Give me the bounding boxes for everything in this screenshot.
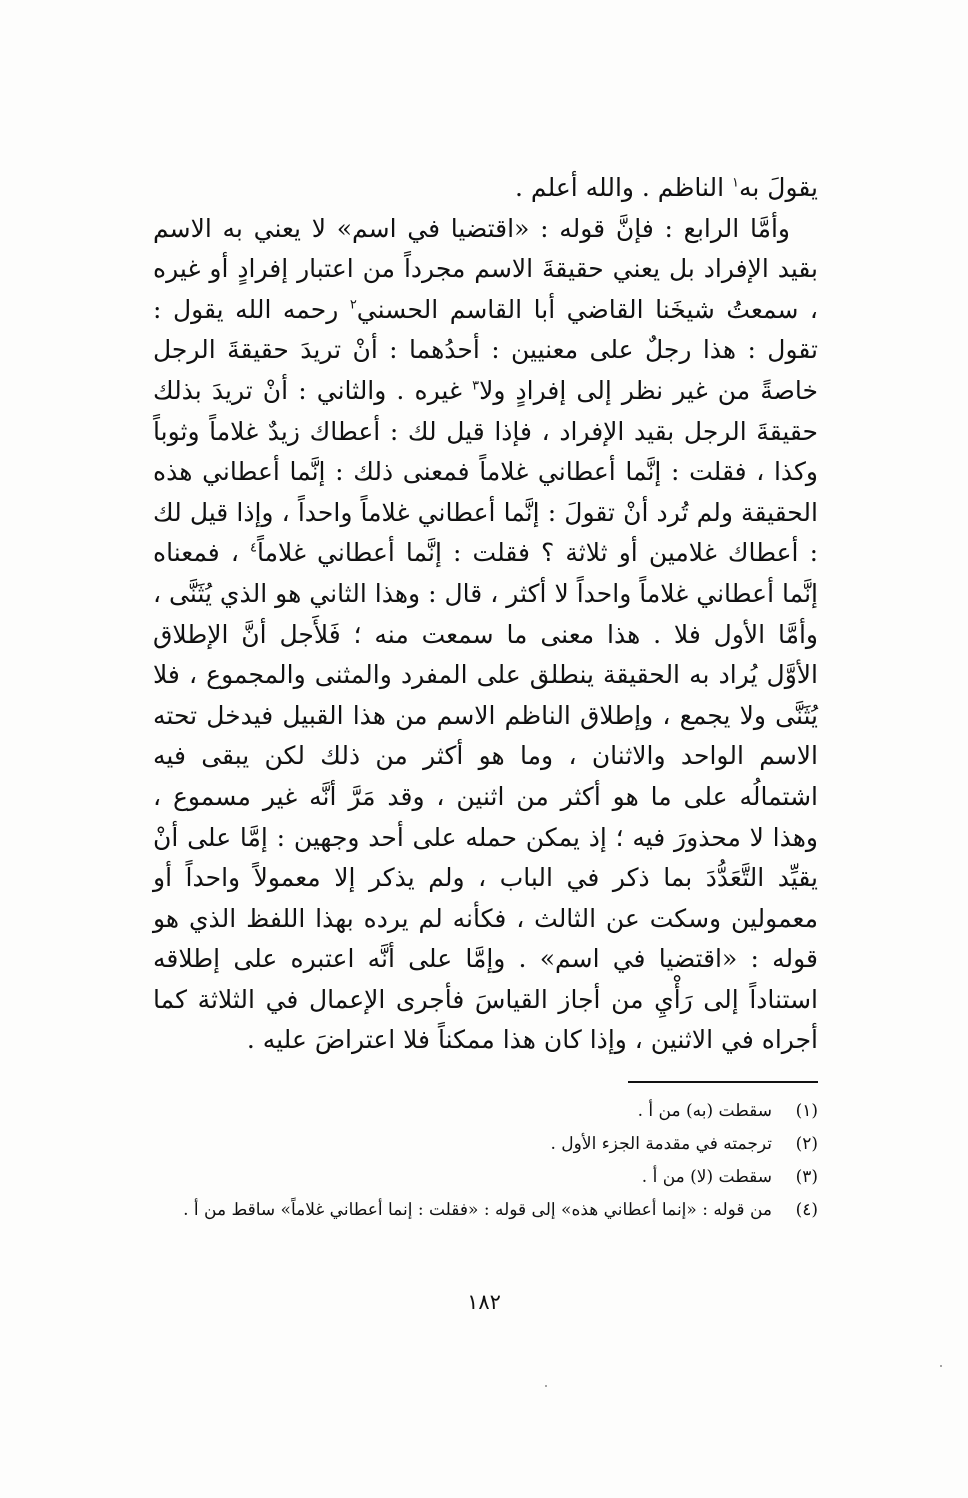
footnote-ref-1: ١ — [732, 175, 739, 191]
footnote-text: سقطت (لا) من أ . — [641, 1167, 772, 1187]
intro-line — [153, 168, 818, 209]
paragraph-text-4: ، فمعناه إنَّما أعطاني غلاماً واحداً لا أكثر ، قال : وهذا الثاني هو الذي يُثَنَّى ، وأمَّا الأول فلا . هذا معنى ما سمعت منه ؛ فَلأَجل أنَّ الإطلاق الأوَّل يُراد به الحقيقة ينطلق على المفرد والمثنى والمجموع ، فلا يُثَنَّى ولا يجمع ، وإطلاق الناظم الاسم من هذا القبيل فيدخل تحته الاسم الواحد والاثنان ، وما هو أكثر من ذلك لكن يبقى فيه اشتمالُه على ما هو أكثر من اثنين ، وقد مَرَّ أنَّه غير مسموع ، وهذا لا محذورَ فيه ؛ إذ يمكن حمله على أحد وجهين : إمَّا على أنْ يقيِّد التَّعَدُّدَ بما ذكر في الباب ، ولم يذكر إلا معمولاً واحداً أو معمولين وسكت عن الثالث ، فكأنه لم يرده بهذا اللفظ الذي هو قوله : «اقتضيا في اسم» . وإمَّا على أنَّه اعتبره على إطلاقه استناداً إلى رَأْيِ من أجاز القياسَ فأجرى الإعمال في الثلاثة كما أجراه في الاثنين ، وإذا كان هذا ممكناً فلا اعتراضَ عليه . — [153, 538, 818, 1055]
footnote-ref-2: ٢ — [349, 297, 357, 313]
footnote-text: ترجمته في مقدمة الجزء الأول . — [550, 1134, 772, 1154]
main-paragraph — [153, 209, 818, 1061]
footnote-text: سقطت (به) من أ . — [637, 1101, 772, 1121]
intro-text-end: الناظم . والله أعلم . — [515, 173, 733, 202]
footnote-ref-3: ٣ — [472, 378, 480, 394]
footnotes — [153, 1095, 818, 1227]
paragraph-text-2: رحمه الله يقول : تقول : هذا رجلٌ على معنيين : أحدُهما : أنْ تريدَ حقيقةَ الرجل خاصةً من غير نظر إلى إفرادٍ ولا — [153, 294, 818, 405]
paragraph-text-3: غيره . والثاني : أنْ تريدَ بذلك حقيقةَ الرجل بقيد الإفراد ، فإذا قيل لك : أعطاك زيدٌ غلاماً وثوباً وكذا ، فقلت : إنَّما أعطاني غلاماً فمعنى ذلك : إنَّما أعطاني هذه الحقيقة ولم تُرد أنْ تقولَ : إنَّما أعطاني غلاماً واحداً ، وإذا قيل لك : أعطاك غلامين أو ثلاثة ؟ فقلت : إنَّما أعطاني غلاماً — [153, 375, 818, 568]
footnote-number: (٤) — [795, 1200, 818, 1220]
scan-speck — [940, 1365, 942, 1367]
paragraph-text-1: وأمَّا الرابع : فإنَّ قوله : «اقتضيا في اسم» لا يعني به الاسم بقيد الإفراد بل يعني حقيقةَ الاسم مجرداً من اعتبار إفرادٍ أو غيره ، سمعتُ شيخَنا القاضي أبا القاسم الحسني — [153, 213, 818, 324]
footnote-divider — [628, 1081, 818, 1083]
footnote-item — [153, 1161, 818, 1194]
intro-text: يقولَ به — [739, 173, 818, 202]
footnote-number: (٣) — [795, 1167, 818, 1187]
footnote-item — [153, 1095, 818, 1128]
page-number: ١٨٢ — [467, 1290, 501, 1314]
footnote-item — [153, 1128, 818, 1161]
footnote-item — [153, 1194, 818, 1227]
footnote-ref-4: ٤ — [249, 541, 257, 557]
footnote-number: (٢) — [795, 1134, 818, 1154]
footnote-text: من قوله : «إنما أعطاني هذه» إلى قوله : «فقلت : إنما أعطاني غلاماً» ساقط من أ . — [183, 1200, 772, 1220]
footnote-number: (١) — [795, 1101, 818, 1121]
main-text-block — [153, 168, 818, 1061]
scan-speck — [545, 1385, 547, 1387]
